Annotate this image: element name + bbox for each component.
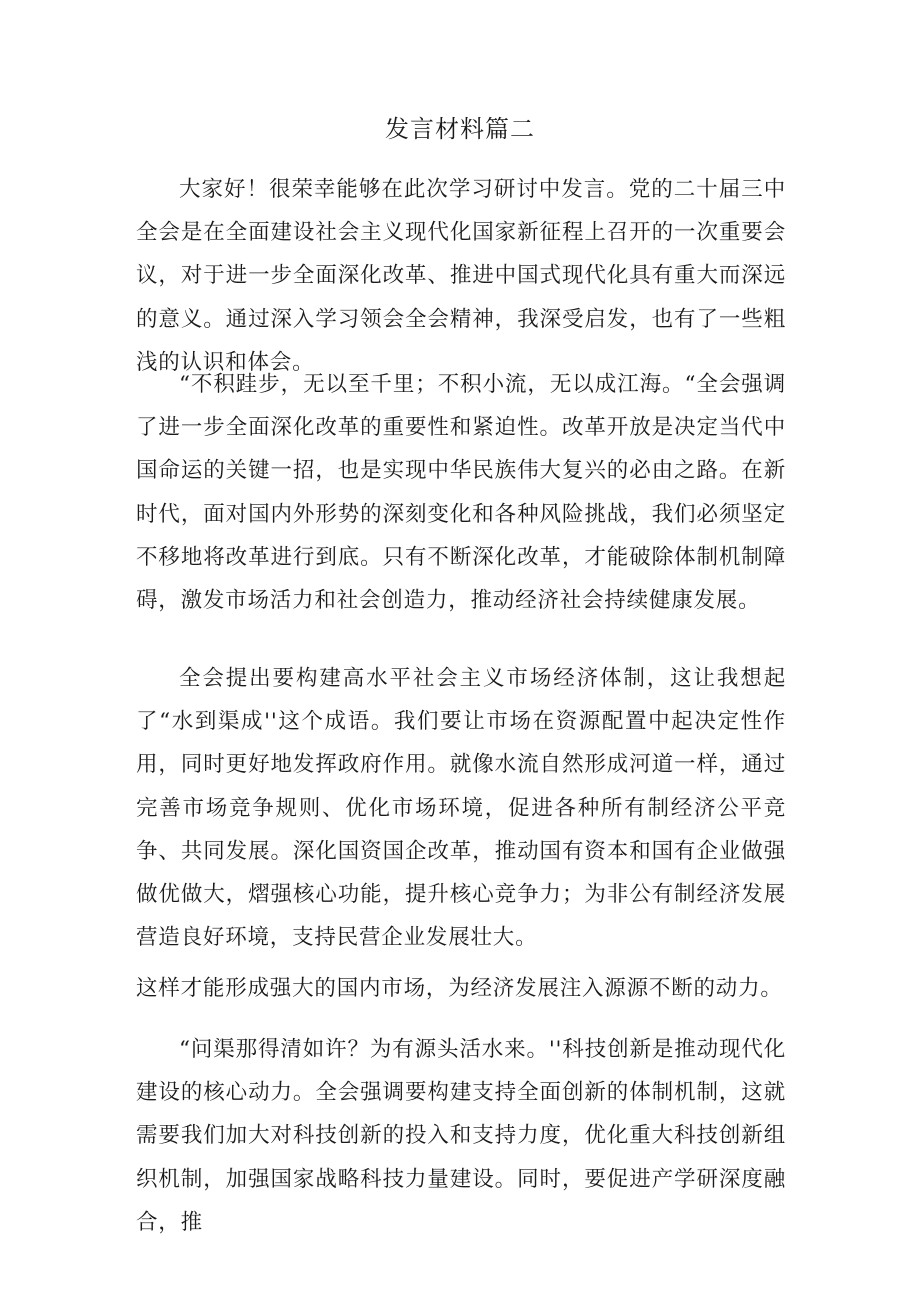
paragraph-reform: “不积跬步，无以至千里；不积小流，无以成江海。“全会强调了进一步全面深化改革的重要性和紧迫性。改革开放是决定当代中国命运的关键一招，也是实现中华民族伟大复兴的必由之路。在新时代，面对国内外形势的深刻变化和各种风险挑战，我们必须坚定不移地将改革进行到底。只有不断深化改革，才能破除体制机制障碍，激发市场活力和社会创造力，推动经济社会持续健康发展。 xyxy=(136,372,786,614)
paragraph-market-economy: 全会提出要构建高水平社会主义市场经济体制，这让我想起了“水到渠成''这个成语。我们要让市场在资源配置中起决定性作用，同时更好地发挥政府作用。就像水流自然形成河道一样，通过完善市场竞争规则、优化市场环境，促进各种所有制经济公平竞争、共同发展。深化国资国企改革，推动国有资本和国有企业做强做优做大，熠强核心功能，提升核心竞争力；为非公有制经济发展营造良好环境，支持民营企业发展壮大。 xyxy=(136,666,786,951)
paragraph-opening: 大家好！很荣幸能够在此次学习研讨中发言。党的二十届三中全会是在全面建设社会主义现代化国家新征程上召开的一次重要会议，对于进一步全面深化改革、推进中国式现代化具有重大而深远的意义。通过深入学习领会全会精神，我深受启发，也有了一些粗浅的认识和体会。 xyxy=(136,177,786,375)
paragraph-innovation: “问渠那得清如许？为有源头活水来。''科技创新是推动现代化建设的核心动力。全会强调要构建支持全面创新的体制机制，这就需要我们加大对科技创新的投入和支持力度，优化重大科技创新组织机制，加强国家战略科技力量建设。同时，要促进产学研深度融合，推 xyxy=(136,1037,786,1235)
document-title: 发言材料篇二 xyxy=(385,115,535,143)
paragraph-domestic-market: 这样才能形成强大的国内市场，为经济发展注入源源不断的动力。 xyxy=(136,976,783,1001)
